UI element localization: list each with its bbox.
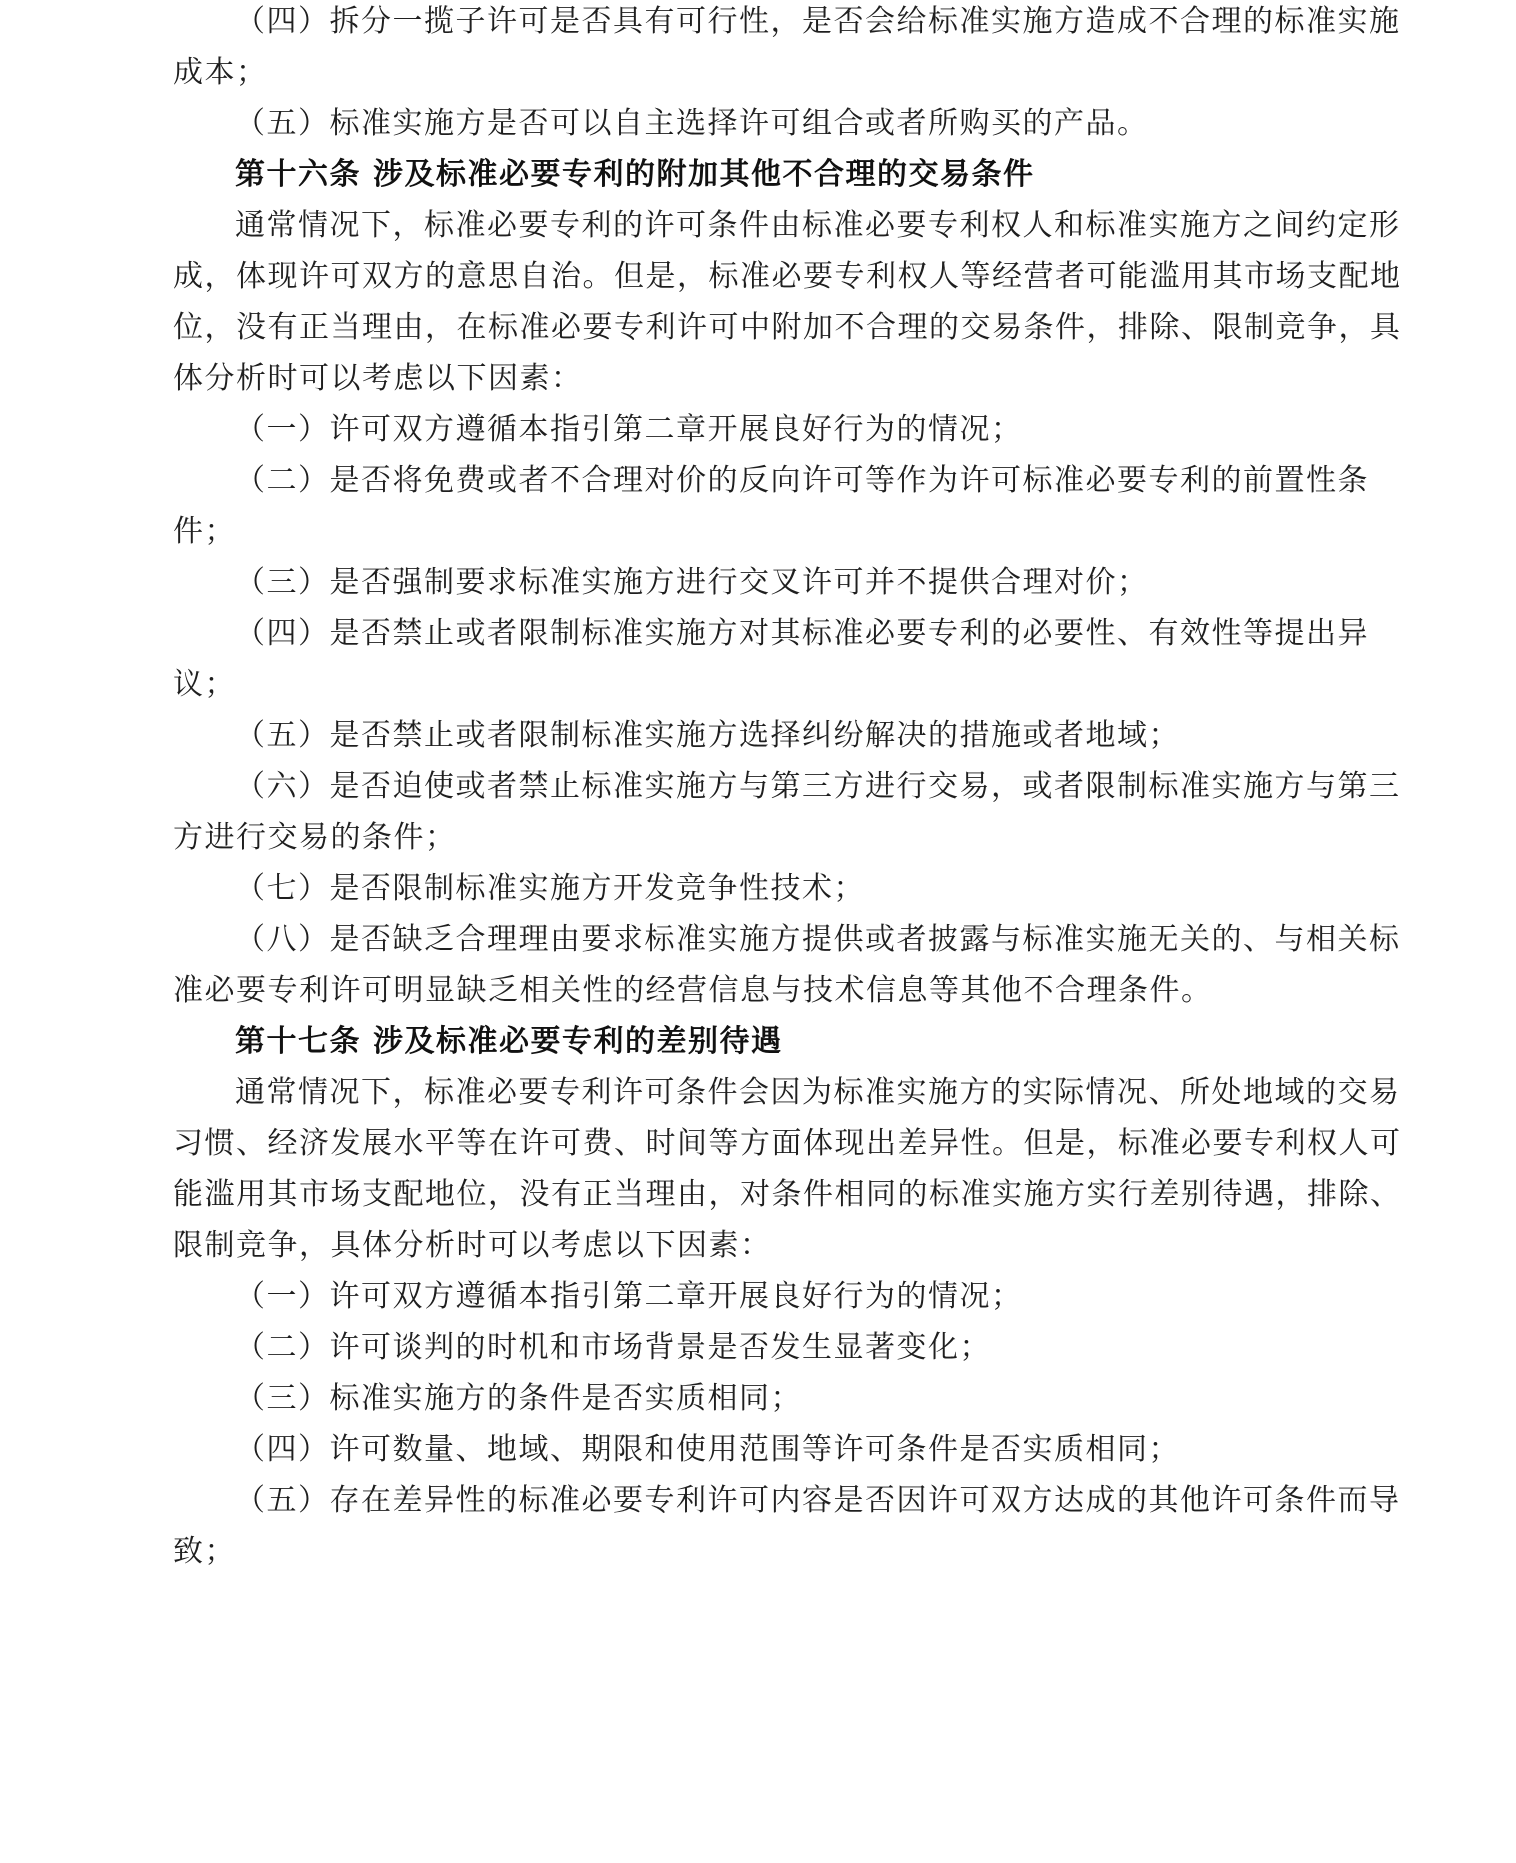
article-16-item-8-line-2: 准必要专利许可明显缺乏相关性的经营信息与技术信息等其他不合理条件。 <box>173 973 1213 1008</box>
article-16-para-line-3: 位，没有正当理由，在标准必要专利许可中附加不合理的交易条件，排除、限制竞争，具 <box>173 310 1402 345</box>
article-16-item-5: （五）是否禁止或者限制标准实施方选择纠纷解决的措施或者地域； <box>235 718 1180 753</box>
article-17-item-3: （三）标准实施方的条件是否实质相同； <box>235 1381 802 1416</box>
article-17-para-line-1: 通常情况下，标准必要专利许可条件会因为标准实施方的实际情况、所处地域的交易 <box>235 1075 1401 1110</box>
item-4-line-1: （四）拆分一揽子许可是否具有可行性，是否会给标准实施方造成不合理的标准实施 <box>235 4 1401 39</box>
article-16-item-4-line-1: （四）是否禁止或者限制标准实施方对其标准必要专利的必要性、有效性等提出异 <box>235 616 1369 651</box>
item-4-line-2: 成本； <box>173 55 268 90</box>
article-16-para-line-4: 体分析时可以考虑以下因素： <box>173 361 583 396</box>
article-17-item-5-line-2: 致； <box>173 1534 236 1569</box>
article-17-item-1: （一）许可双方遵循本指引第二章开展良好行为的情况； <box>235 1279 1023 1314</box>
article-16-item-1: （一）许可双方遵循本指引第二章开展良好行为的情况； <box>235 412 1023 447</box>
article-16-item-4-line-2: 议； <box>173 667 236 702</box>
article-17-para-line-3: 能滥用其市场支配地位，没有正当理由，对条件相同的标准实施方实行差别待遇，排除、 <box>173 1177 1402 1212</box>
article-17-heading: 第十七条 涉及标准必要专利的差别待遇 <box>235 1024 783 1059</box>
article-16-heading: 第十六条 涉及标准必要专利的附加其他不合理的交易条件 <box>235 157 1035 192</box>
article-17-para-line-4: 限制竞争，具体分析时可以考虑以下因素： <box>173 1228 772 1263</box>
article-17-item-5-line-1: （五）存在差异性的标准必要专利许可内容是否因许可双方达成的其他许可条件而导 <box>235 1483 1401 1518</box>
article-16-item-8-line-1: （八）是否缺乏合理理由要求标准实施方提供或者披露与标准实施无关的、与相关标 <box>235 922 1401 957</box>
article-16-item-2-line-2: 件； <box>173 514 236 549</box>
article-16-item-7: （七）是否限制标准实施方开发竞争性技术； <box>235 871 865 906</box>
article-16-para-line-1: 通常情况下，标准必要专利的许可条件由标准必要专利权人和标准实施方之间约定形 <box>235 208 1401 243</box>
article-16-item-3: （三）是否强制要求标准实施方进行交叉许可并不提供合理对价； <box>235 565 1149 600</box>
article-16-item-6-line-2: 方进行交易的条件； <box>173 820 457 855</box>
article-17-para-line-2: 习惯、经济发展水平等在许可费、时间等方面体现出差异性。但是，标准必要专利权人可 <box>173 1126 1402 1161</box>
article-17-item-4: （四）许可数量、地域、期限和使用范围等许可条件是否实质相同； <box>235 1432 1180 1467</box>
article-16-item-6-line-1: （六）是否迫使或者禁止标准实施方与第三方进行交易，或者限制标准实施方与第三 <box>235 769 1401 804</box>
article-16-para-line-2: 成，体现许可双方的意思自治。但是，标准必要专利权人等经营者可能滥用其市场支配地 <box>173 259 1402 294</box>
item-5: （五）标准实施方是否可以自主选择许可组合或者所购买的产品。 <box>235 106 1149 141</box>
article-17-item-2: （二）许可谈判的时机和市场背景是否发生显著变化； <box>235 1330 991 1365</box>
article-16-item-2-line-1: （二）是否将免费或者不合理对价的反向许可等作为许可标准必要专利的前置性条 <box>235 463 1369 498</box>
